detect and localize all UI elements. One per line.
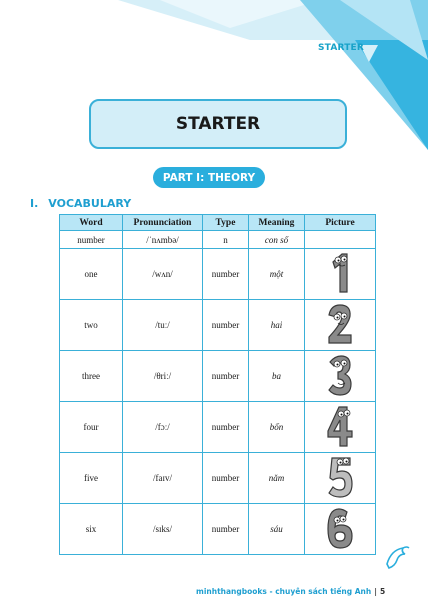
- number-four-cartoon-icon: [325, 405, 355, 449]
- cell-meaning: bốn: [249, 402, 305, 453]
- cell-type: number: [203, 504, 249, 555]
- cell-word: two: [60, 300, 123, 351]
- table-row: [60, 453, 376, 504]
- cell-picture: [305, 351, 376, 402]
- cell-pronunciation: /sɪks/: [123, 504, 203, 555]
- cell-pronunciation: /tuː/: [123, 300, 203, 351]
- number-six-cartoon-icon: [325, 507, 355, 551]
- dolphin-logo-icon: [383, 544, 411, 572]
- cell-type: number: [203, 351, 249, 402]
- part-label: PART I: THEORY: [162, 171, 256, 184]
- cell-word: one: [60, 249, 123, 300]
- section-heading: [30, 197, 131, 210]
- cell-pronunciation: /ˈnʌmbə/: [123, 231, 203, 249]
- vocabulary-table: [59, 214, 376, 555]
- header-meaning: Meaning: [249, 215, 305, 231]
- cell-type: number: [203, 402, 249, 453]
- cell-word: four: [60, 402, 123, 453]
- page-title: STARTER: [175, 114, 261, 134]
- cell-picture: [305, 249, 376, 300]
- cell-picture: [305, 300, 376, 351]
- cell-pronunciation: /wʌn/: [123, 249, 203, 300]
- section-title: VOCABULARY: [48, 197, 132, 210]
- table-header-row: [60, 215, 376, 231]
- cell-picture: [305, 231, 376, 249]
- footer-publisher: minhthangbooks - chuyên sách tiếng Anh: [196, 587, 372, 596]
- cell-meaning: năm: [249, 453, 305, 504]
- cell-word: number: [60, 231, 123, 249]
- number-one-cartoon-icon: [325, 252, 355, 296]
- cell-type: n: [203, 231, 249, 249]
- cell-pronunciation: /θriː/: [123, 351, 203, 402]
- page-footer: minhthangbooks - chuyên sách tiếng Anh | 5: [196, 587, 386, 596]
- title-box: [89, 99, 347, 149]
- cell-word: five: [60, 453, 123, 504]
- cell-meaning: con số: [249, 231, 305, 249]
- cell-picture: [305, 402, 376, 453]
- table-row: [60, 351, 376, 402]
- header-tag: STARTER: [318, 43, 365, 53]
- cell-meaning: sáu: [249, 504, 305, 555]
- page-number: 5: [380, 587, 386, 596]
- cell-type: number: [203, 249, 249, 300]
- cell-type: number: [203, 453, 249, 504]
- number-two-cartoon-icon: [325, 303, 355, 347]
- table-row: [60, 231, 376, 249]
- cell-pronunciation: /faɪv/: [123, 453, 203, 504]
- table-row: [60, 402, 376, 453]
- header-picture: Picture: [305, 215, 376, 231]
- part-pill: [153, 167, 265, 188]
- number-three-cartoon-icon: [325, 354, 355, 398]
- table-row: [60, 249, 376, 300]
- table-row: [60, 504, 376, 555]
- number-five-cartoon-icon: [325, 456, 355, 500]
- cell-meaning: một: [249, 249, 305, 300]
- cell-picture: [305, 453, 376, 504]
- cell-pronunciation: /fɔː/: [123, 402, 203, 453]
- cell-type: number: [203, 300, 249, 351]
- cell-word: three: [60, 351, 123, 402]
- header-word: Word: [60, 215, 123, 231]
- header-pronunciation: Pronunciation: [123, 215, 203, 231]
- cell-meaning: hai: [249, 300, 305, 351]
- cell-word: six: [60, 504, 123, 555]
- section-number: I.: [30, 197, 39, 210]
- table-row: [60, 300, 376, 351]
- cell-picture: [305, 504, 376, 555]
- cell-meaning: ba: [249, 351, 305, 402]
- header-type: Type: [203, 215, 249, 231]
